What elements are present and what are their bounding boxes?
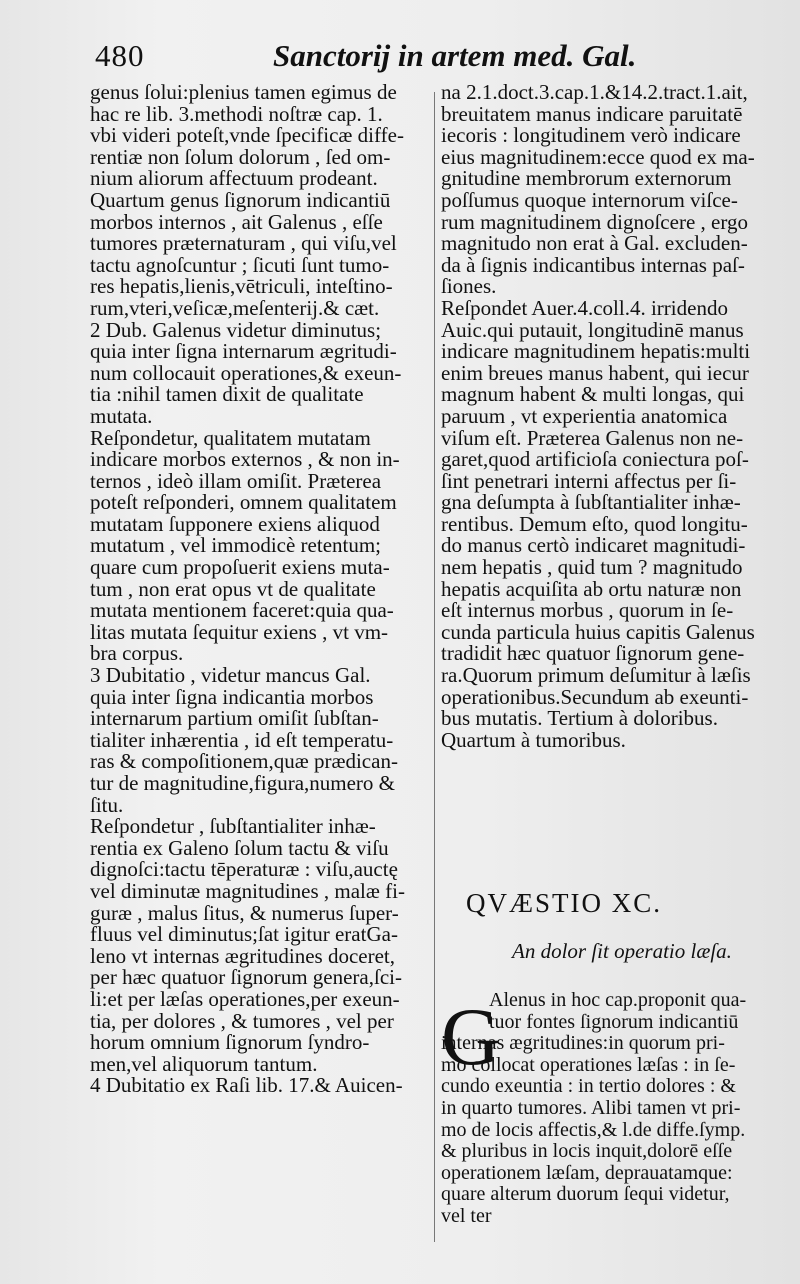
text-line: nium aliorum affectuum prodeant. [90,166,378,191]
running-head: Sanctorij in artem med. Gal. [273,38,637,73]
text-line: enim breues manus habent, qui iecur [441,360,749,385]
left-column [90,82,430,1097]
text-line: mutata. [90,403,153,428]
text-line: eius magnitudinem:ecce quod ex ma- [441,144,755,169]
question-body [441,990,771,1228]
text-line: ſitu. [90,792,124,817]
text-line: tuor fontes ſignorum indicantiū [489,1010,739,1033]
text-line: breuitatem manus indicare paruitatē [441,101,743,126]
text-line: tia :nihil tamen dixit de qualitate [90,382,364,407]
text-line: 2 Dub. Galenus videtur diminutus; [90,317,382,342]
text-line: operationibus.Secundum ab exeunti- [441,684,749,709]
text-line: poteſt reſponderi, omnem qualitatem [90,490,397,515]
text-line: ternos , ideò illam omiſit. Præterea [90,468,382,493]
text-line: ras & compoſitionem,quæ prædican- [90,749,398,774]
text-line: tia, per dolores , & tumores , vel per [90,1008,394,1033]
text-line: ſint penetrari interni affectus per ſi- [441,468,737,493]
text-line: cunda particula huius capitis Galenus [441,619,755,644]
text-line: Quartum genus ſignorum indicantiū [90,187,391,212]
text-line: litas mutata ſequitur exiens , vt vm- [90,619,389,644]
text-line: eſt internus morbus , quorum in ſe- [441,598,734,623]
text-line: genus ſolui:plenius tamen egimus de [90,80,397,104]
question-title: QVÆSTIO XC. [466,888,663,918]
text-line: bra corpus. [90,641,184,666]
text-line: rentibus. Demum eſto, quod longitu- [441,511,748,536]
text-line: ſiones. [441,274,497,299]
text-line: magnitudo non erat à Gal. excluden- [441,231,748,256]
text-line: mo collocat operationes læſas : in ſe- [441,1053,736,1076]
right-column [441,82,771,751]
text-line: tactu agnoſcuntur ; ſicuti ſunt tumo- [90,252,390,277]
text-line: tum , non erat opus vt de qualitate [90,576,376,601]
page-number: 480 [95,38,145,73]
text-line: da à ſignis indicantibus internas paſ- [441,252,745,277]
text-line: tradidit hæc quatuor ſignorum gene- [441,641,745,666]
text-line: fluus vel diminutus;ſat igitur eratGa- [90,922,398,947]
page-header [95,38,735,78]
text-line: internas ægritudines:in quorum pri- [441,1032,725,1055]
text-line: rum,vteri,veſicæ,meſenterij.& cæt. [90,295,380,320]
text-line: bus mutatis. Tertium à doloribus. [441,706,718,731]
text-line: 4 Dubitatio ex Raſi lib. 17.& Auicen- [90,1073,403,1098]
text-line: Reſpondetur, qualitatem mutatam [90,425,371,450]
text-line: quia inter ſigna internarum ægritudi- [90,339,397,364]
text-line: vbi videri poteſt,vnde ſpecificæ diffe- [90,123,404,148]
text-line: cundo exeuntia : in tertio dolores : & [441,1075,736,1098]
question-subtitle: An dolor ſit operatio læſa. [512,939,732,963]
text-line: hepatis acquiſita ab ortu naturæ non [441,576,742,601]
text-line: in quarto tumores. Alibi tamen vt pri- [441,1096,741,1119]
text-line: do manus certò indicaret magnitudi- [441,533,746,558]
text-line: res hepatis,lienis,vētriculi, inteſtino- [90,274,393,299]
text-line: tur de magnitudine,figura,numero & [90,771,396,795]
text-line: guræ , malus ſitus, & numerus ſuper- [90,900,399,925]
text-line: hac re lib. 3.methodi noſtræ cap. 1. [90,101,383,126]
text-line: indicare morbos externos , & non in- [90,447,400,472]
text-line: num collocauit operationes,& exeun- [90,360,402,385]
text-line: 3 Dubitatio , videtur mancus Gal. [90,663,371,688]
text-line: quare cum propoſuerit exiens muta- [90,555,390,580]
drop-cap: G [441,991,501,1082]
text-line: poſſumus quoque internorum viſce- [441,187,738,212]
text-line: tialiter inhærentia , id eſt temperatu- [90,727,394,752]
text-line: quare alterum duorum ſequi videtur, [441,1183,730,1206]
text-line: dignoſci:tactu tēperaturæ : viſu,auctę [90,857,398,882]
text-line: rentiæ non ſolum dolorum , ſed om- [90,144,391,169]
text-line: vel ter [441,1204,492,1227]
text-line: morbos internos , ait Galenus , eſſe [90,209,383,234]
text-line: gnitudine membrorum externorum [441,166,732,191]
text-line: mutatum , vel immodicè retentum; [90,533,382,558]
text-line: Alenus in hoc cap.proponit qua- [489,989,747,1011]
text-line: vel diminutæ magnitudines , malæ fi- [90,878,405,903]
text-line: mo de locis affectis,& l.de diffe.ſymp. [441,1118,746,1141]
text-line: per hæc quatuor ſignorum genera,ſci- [90,965,402,990]
text-line: rum magnitudinem dignoſcere , ergo [441,209,748,234]
text-line: quia inter ſigna indicantia morbos [90,684,374,709]
text-line: na 2.1.doct.3.cap.1.&14.2.tract.1.ait, [441,80,748,104]
text-line: li:et per læſas operationes,per exeun- [90,986,400,1011]
text-line: horum omnium ſignorum ſyndro- [90,1030,370,1055]
text-line: tumores præternaturam , qui viſu,vel [90,231,397,256]
text-line: ra.Quorum primum deſumitur à læſis [441,663,751,688]
text-line: internarum partium omiſit ſubſtan- [90,706,379,731]
text-line: paruum , vt experientia anatomica [441,403,728,428]
text-line: Reſpondet Auer.4.coll.4. irridendo [441,295,728,320]
text-line: gna deſumpta à ſubſtantialiter inhæ- [441,490,741,515]
text-line: nem hepatis , quid tum ? magnitudo [441,555,743,580]
text-line: Quartum à tumoribus. [441,727,626,752]
text-line: operationem læſam, deprauatamque: [441,1161,733,1184]
text-line: indicare magnitudinem hepatis:multi [441,339,751,364]
text-line: men,vel aliquorum tantum. [90,1051,318,1076]
text-line: magnum habent & multi longas, qui [441,382,745,407]
text-line: Reſpondetur , ſubſtantialiter inhæ- [90,814,376,839]
text-line: & pluribus in locis inquit,dolorē eſſe [441,1140,733,1163]
text-line: viſum eſt. Præterea Galenus non ne- [441,425,744,450]
text-line: rentia ex Galeno ſolum tactu & viſu [90,835,389,860]
text-line: iecoris : longitudinem verò indicare [441,123,741,148]
text-line: garet,quod artificioſa coniectura poſ- [441,447,749,472]
text-line: mutata mentionem faceret:quia qua- [90,598,394,623]
text-line: mutatam ſupponere exiens aliquod [90,511,380,536]
text-line: Auic.qui putauit, longitudinē manus [441,317,744,342]
text-line: leno vt internas ægritudines doceret, [90,943,396,968]
column-divider [434,92,435,1242]
